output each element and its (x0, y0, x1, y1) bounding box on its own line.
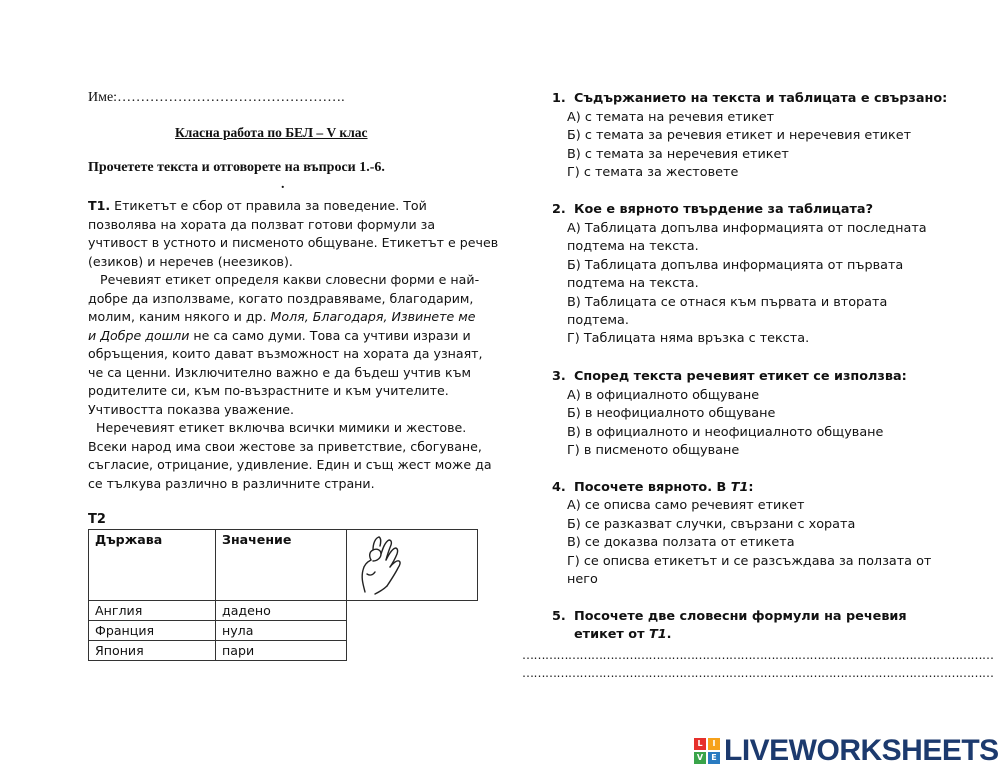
ok-hand-gesture-icon (353, 534, 409, 596)
question-number: 5. (552, 609, 566, 624)
table-header-row (89, 530, 478, 601)
t1-line: Учтивостта показва уважение. (88, 402, 295, 417)
answer-option[interactable]: Б) в неофициалното общуване (567, 406, 776, 421)
t1-label: Т1. (88, 198, 111, 213)
table-cell: нула (216, 621, 347, 641)
logo-blocks-icon: L I V E (694, 738, 720, 764)
dot-mark: . (281, 177, 285, 192)
col-country-header: Държава (89, 530, 216, 601)
answer-option-continued: подтема на текста. (567, 276, 699, 291)
t1-line: съгласие, отрицание, удивление. Един и същ жест може да (88, 457, 492, 472)
question-title: Кое е вярното твърдение за таблицата? (574, 202, 873, 217)
t1-line: родителите си, към по-възрастните и към учителите. (88, 383, 449, 398)
answer-line-input[interactable]: …………………………………………………………………………………………………………… (522, 648, 994, 662)
table-cell: Франция (89, 621, 216, 641)
t1-line: Всеки народ има свои жестове за приветствие, сбогуване, (88, 439, 482, 454)
answer-option[interactable]: Г) се описва етикетът и се разсъждава за ползата от (567, 554, 932, 569)
t1-line: учтивост в устното и писменото общуване. Етикетът е речев (88, 235, 499, 250)
table-cell: Англия (89, 601, 216, 621)
t1-line: Етикетът е сбор от правила за поведение. Той (110, 198, 427, 213)
ok-gesture-cell (347, 530, 478, 601)
question-title: Посочете две словесни формули на речевия (574, 609, 907, 624)
answer-option-continued: подтема. (567, 313, 629, 328)
table-cell: пари (216, 641, 347, 661)
answer-option[interactable]: Г) с темата за жестовете (567, 165, 739, 180)
question-title: етикет от (574, 627, 649, 642)
answer-option[interactable]: Г) Таблицата няма връзка с текста. (567, 331, 810, 346)
answer-option-continued: подтема на текста. (567, 239, 699, 254)
brand-name: LIVEWORKSHEETS (724, 734, 999, 767)
question-title: Съдържанието на текста и таблицата е свързано: (574, 91, 948, 106)
worksheet-title: Класна работа по БЕЛ – V клас (175, 125, 368, 140)
answer-option[interactable]: Б) се разказват случки, свързани с хората (567, 517, 856, 532)
t1-line: Неречевият етикет включва всички мимики и жестове. (88, 420, 467, 435)
question-number: 2. (552, 202, 566, 217)
question-title: Посочете вярното. В (574, 480, 731, 495)
answer-option-continued: него (567, 572, 598, 587)
answer-option[interactable]: В) в официалното и неофициалното общуване (567, 425, 884, 440)
t1-line: обръщения, които дават възможност на хората да узнаят, (88, 346, 483, 361)
t1-line: добре да използваме, когато поздравяваме, благодарим, (88, 291, 474, 306)
liveworksheets-logo (694, 736, 999, 766)
t1-line: позволява на хората да ползват готови формули за (88, 217, 436, 232)
table-cell: Япония (89, 641, 216, 661)
answer-option[interactable]: Б) с темата за речевия етикет и неречевия етикет (567, 128, 912, 143)
name-line: Име:…………………………………………. (88, 90, 345, 105)
answer-option[interactable]: А) в официалното общуване (567, 388, 760, 403)
t2-label: Т2 (88, 512, 106, 527)
answer-option[interactable]: В) Таблицата се отнася към първата и втората (567, 295, 888, 310)
answer-option[interactable]: В) се доказва ползата от етикета (567, 535, 795, 550)
t2-table (88, 529, 478, 661)
answer-option[interactable]: Г) в писменото общуване (567, 443, 740, 458)
answer-option[interactable]: А) се описва само речевият етикет (567, 498, 805, 513)
answer-line-input[interactable]: …………………………………………………………………………………………………………… (522, 666, 994, 680)
question-title: Според текста речевият етикет се използва: (574, 369, 907, 384)
answer-option[interactable]: А) Таблицата допълва информацията от последната (567, 221, 927, 236)
table-row (89, 621, 478, 641)
question-number: 3. (552, 369, 566, 384)
t1-line: се тълкува различно в различните страни. (88, 476, 375, 491)
table-cell: дадено (216, 601, 347, 621)
t1-line: не са само думи. Това са учтиви изрази и (189, 328, 471, 343)
instruction: Прочетете текста и отговорете на въпроси 1.-6. (88, 160, 385, 175)
col-meaning-header: Значение (216, 530, 347, 601)
question-number: 1. (552, 91, 566, 106)
t1-line: (езиков) и неречев (неезиков). (88, 254, 293, 269)
t1-italic-phrases: и Добре дошли (88, 328, 190, 343)
answer-option[interactable]: А) с темата на речевия етикет (567, 110, 775, 125)
table-row (89, 641, 478, 661)
answer-option[interactable]: В) с темата за неречевия етикет (567, 147, 789, 162)
t1-italic-phrases: Моля, Благодаря, Извинете ме (270, 309, 476, 324)
answer-option[interactable]: Б) Таблицата допълва информацията от първата (567, 258, 904, 273)
table-row (89, 601, 478, 621)
t1-line: молим, каним някого и др. (88, 309, 271, 324)
question-number: 4. (552, 480, 566, 495)
t1-line: че са ценни. Изключително важно е да бъдеш учтив към (88, 365, 471, 380)
t1-line: Речевият етикет определя какви словесни форми е най- (88, 272, 480, 287)
question-title-ref: Т1 (648, 627, 667, 642)
question-title-ref: Т1 (730, 480, 749, 495)
